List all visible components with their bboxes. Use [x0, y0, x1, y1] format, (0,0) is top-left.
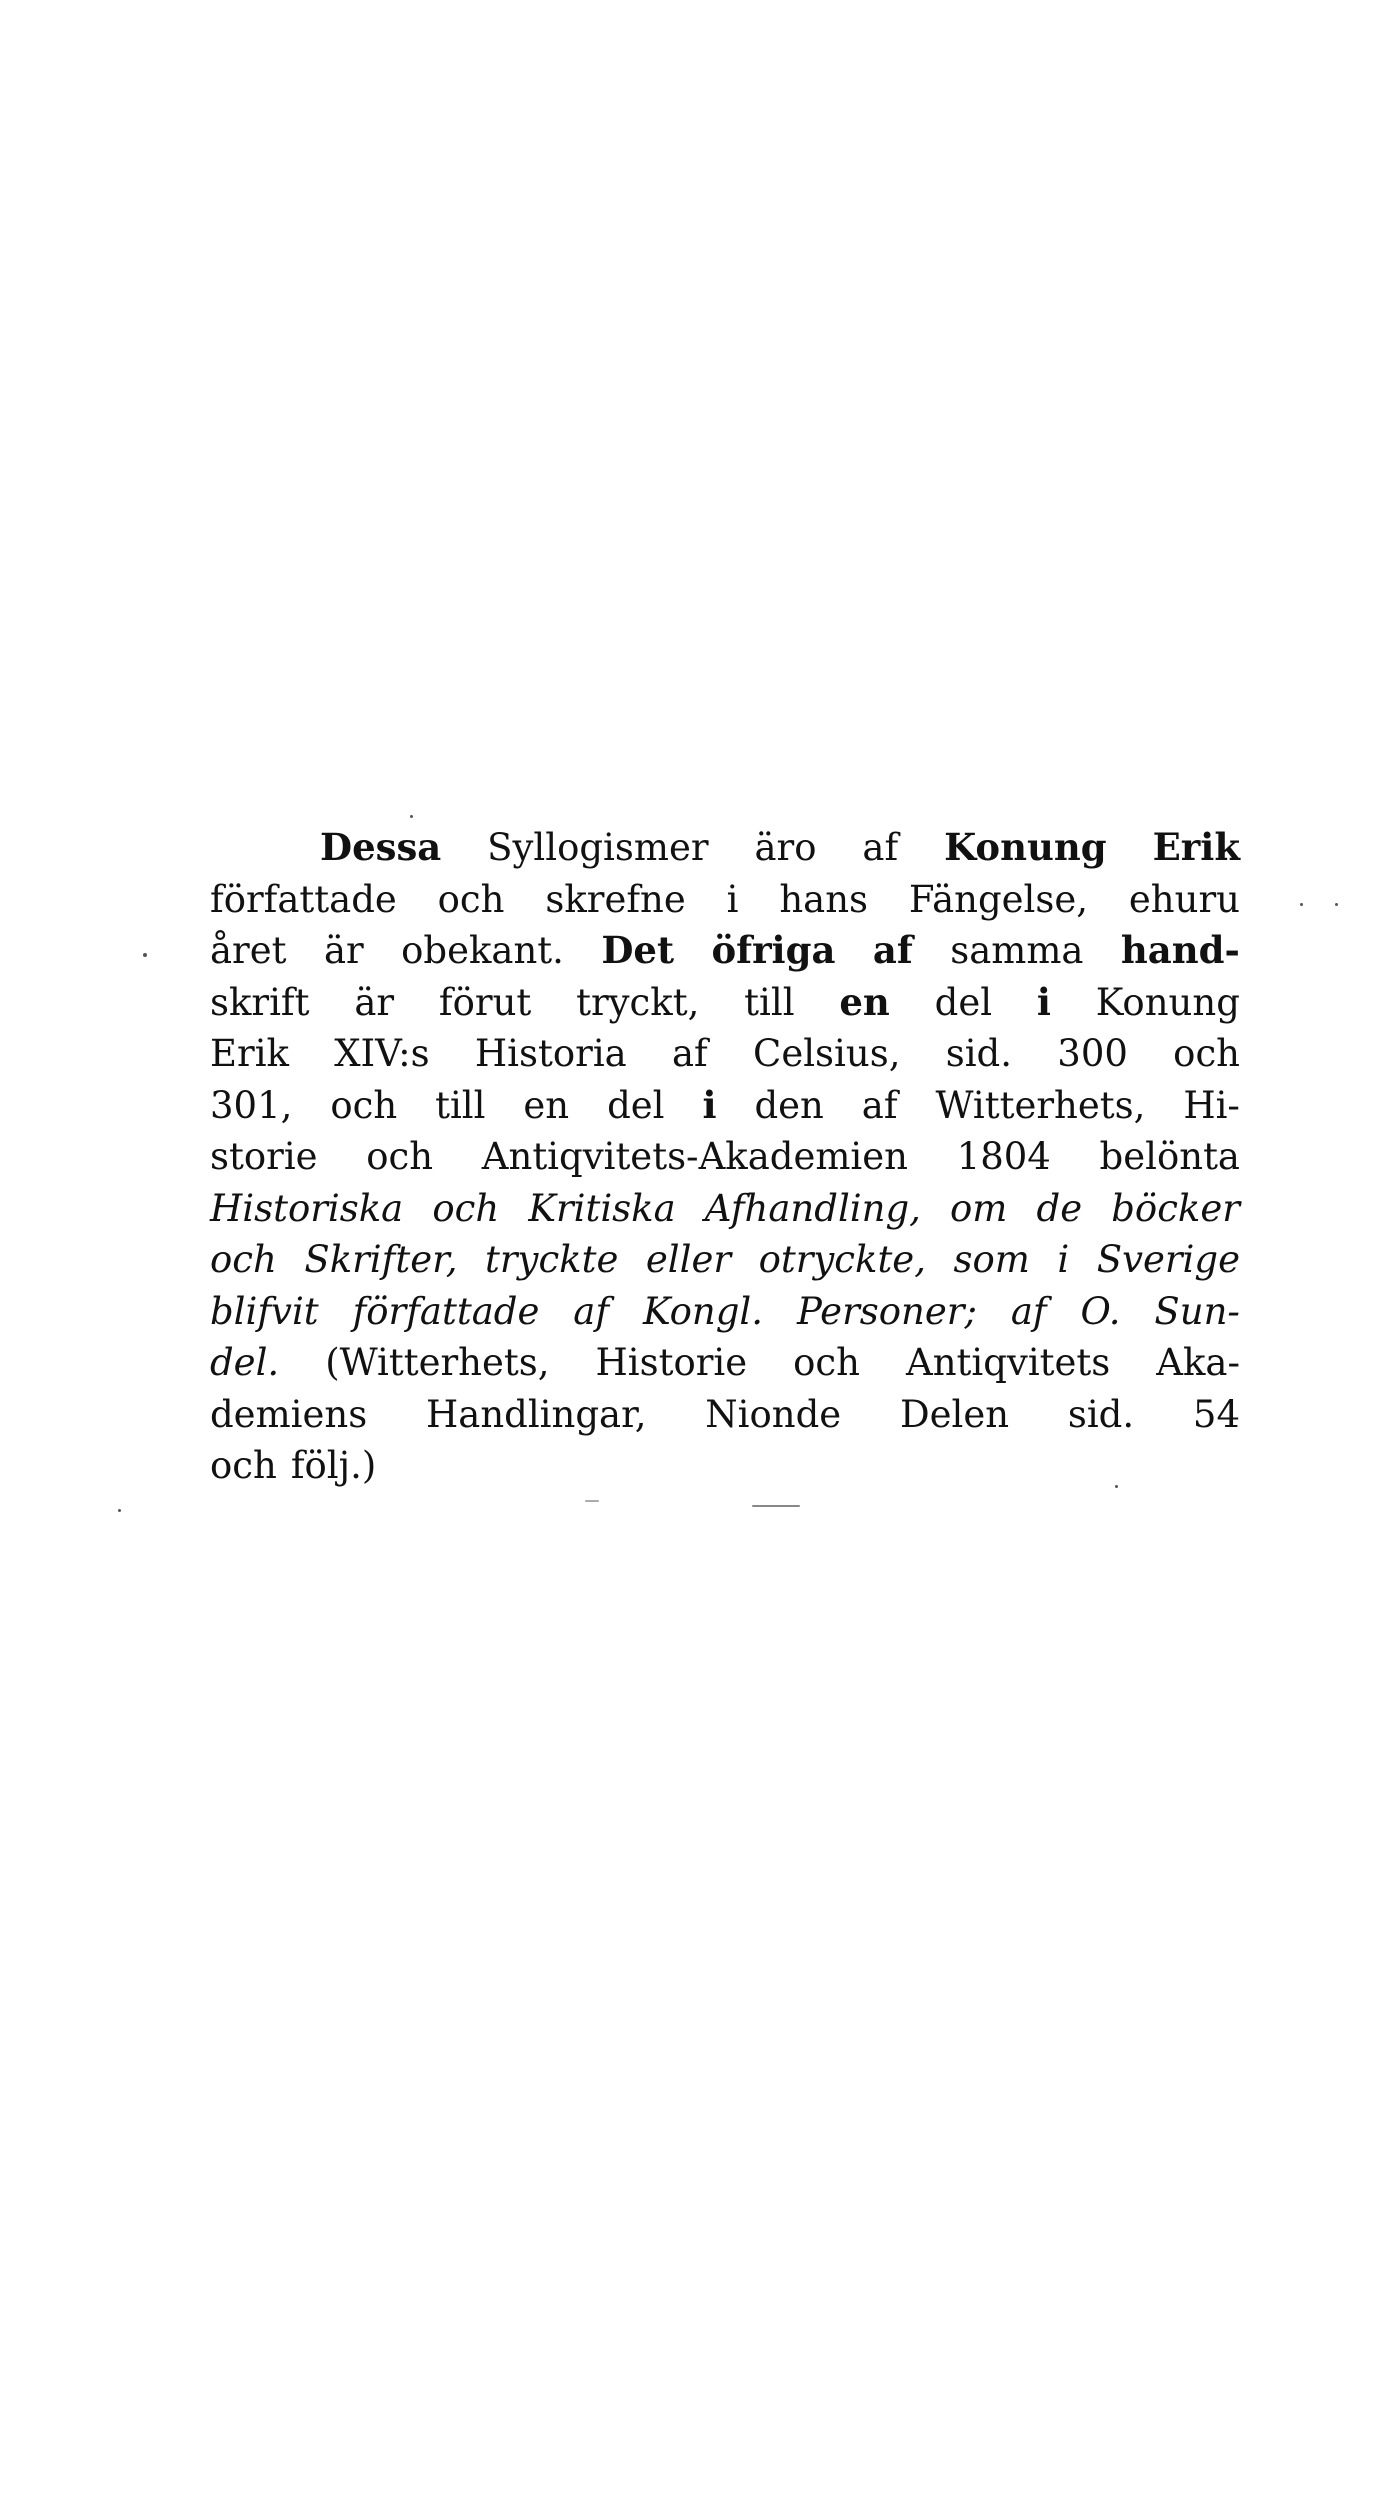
word: af	[872, 928, 913, 972]
text-line	[210, 1234, 1240, 1286]
text-line	[210, 822, 1240, 874]
word: af	[862, 826, 899, 869]
word: Kritiska	[528, 1186, 676, 1230]
word: Fängelse,	[908, 877, 1089, 921]
text-line	[210, 1440, 1240, 1492]
word: blifvit	[210, 1289, 319, 1333]
word: till	[435, 1083, 486, 1127]
word: äro	[754, 826, 817, 869]
text-line	[210, 1183, 1240, 1235]
word: författade	[352, 1289, 540, 1333]
word: Handlingar,	[426, 1392, 647, 1436]
paragraph	[210, 822, 1240, 1492]
print-speck	[1335, 903, 1338, 906]
word: Afhandling,	[704, 1186, 921, 1230]
word: och	[210, 1238, 277, 1281]
print-speck	[752, 1505, 800, 1507]
word: belönta	[1099, 1135, 1240, 1178]
word: Personer;	[796, 1289, 977, 1333]
word: i	[1057, 1238, 1070, 1281]
word: de	[1036, 1186, 1083, 1230]
word: i	[726, 877, 739, 921]
word: Syllogismer	[487, 826, 709, 869]
word: en	[523, 1083, 570, 1127]
word: och	[210, 1444, 277, 1487]
word: obekant.	[401, 929, 564, 972]
text-line	[210, 977, 1240, 1029]
print-speck	[410, 815, 413, 818]
word: del.	[210, 1341, 280, 1384]
word: Sun-	[1154, 1289, 1240, 1333]
word: en	[839, 979, 890, 1024]
word: storie	[210, 1135, 318, 1178]
word: af	[671, 1032, 708, 1075]
word: är	[323, 929, 364, 972]
word: eller	[645, 1238, 732, 1281]
word: af	[1010, 1289, 1047, 1333]
word: Skrifter,	[304, 1238, 458, 1281]
word: författade	[210, 877, 397, 921]
word: Erik	[210, 1032, 289, 1075]
word: och	[437, 877, 505, 921]
word: samma	[950, 929, 1084, 972]
print-speck	[1300, 903, 1303, 906]
word: året	[210, 929, 287, 972]
text-line	[210, 1389, 1240, 1441]
word: af	[861, 1083, 898, 1127]
word: Kongl.	[642, 1289, 764, 1333]
text-line	[210, 1131, 1240, 1183]
word: Konung	[944, 825, 1107, 869]
word: skrefne	[545, 877, 686, 921]
word: 300	[1057, 1032, 1128, 1075]
word: XIV:s	[334, 1032, 430, 1075]
word: del	[934, 980, 993, 1024]
word: tryckt,	[576, 980, 700, 1024]
word: följ.)	[290, 1444, 377, 1487]
word: öfriga	[711, 928, 836, 972]
word: och	[366, 1135, 434, 1178]
word: sid.	[945, 1032, 1013, 1075]
word: O.	[1080, 1289, 1121, 1333]
word: förut	[438, 980, 532, 1024]
word: och	[793, 1341, 860, 1384]
word: hans	[779, 877, 869, 921]
word: Erik	[1152, 825, 1240, 869]
word: Antiqvitets	[905, 1341, 1111, 1384]
text-line	[210, 1286, 1240, 1338]
word: om	[950, 1186, 1008, 1230]
word: 54	[1192, 1392, 1240, 1436]
word: den	[754, 1083, 824, 1127]
word: sid.	[1067, 1392, 1135, 1436]
word: Historia	[474, 1032, 627, 1075]
word: Celsius,	[753, 1032, 901, 1075]
word: i	[1036, 979, 1051, 1024]
text-line	[210, 1080, 1240, 1132]
word: 301,	[210, 1083, 293, 1127]
print-speck	[1115, 1485, 1118, 1488]
word: och	[330, 1083, 398, 1127]
word: 1804	[956, 1135, 1051, 1178]
word: Antiqvitets-Akademien	[481, 1135, 908, 1178]
word: ehuru	[1128, 877, 1240, 921]
word: tryckte	[485, 1238, 619, 1281]
word: och	[432, 1186, 500, 1230]
word: i	[702, 1082, 717, 1127]
word: är	[354, 980, 395, 1024]
word: Historiska	[210, 1186, 404, 1230]
print-speck	[585, 1500, 599, 1502]
word: Sverige	[1096, 1238, 1240, 1281]
word: demiens	[210, 1392, 368, 1436]
word: otryckte,	[758, 1238, 926, 1281]
word: Delen	[899, 1392, 1010, 1436]
word: böcker	[1111, 1186, 1240, 1230]
word: Dessa	[320, 825, 442, 869]
word: Hi-	[1183, 1083, 1240, 1127]
word: (Witterhets,	[325, 1341, 550, 1384]
text-line	[210, 874, 1240, 926]
word: del	[607, 1083, 665, 1127]
word: hand-	[1120, 928, 1240, 972]
word: Aka-	[1156, 1341, 1240, 1384]
word: Witterhets,	[935, 1083, 1146, 1127]
word: Nionde	[705, 1392, 842, 1436]
word: som	[953, 1238, 1030, 1281]
word: af	[573, 1289, 610, 1333]
word: och	[1173, 1032, 1240, 1075]
print-speck	[118, 1509, 121, 1512]
print-speck	[143, 953, 147, 957]
word: Det	[601, 928, 675, 972]
text-line	[210, 925, 1240, 977]
word: till	[744, 980, 795, 1024]
text-line	[210, 1028, 1240, 1080]
text-line	[210, 1337, 1240, 1389]
word: skrift	[210, 980, 310, 1024]
word: Konung	[1095, 980, 1240, 1024]
word: Historie	[595, 1341, 748, 1384]
